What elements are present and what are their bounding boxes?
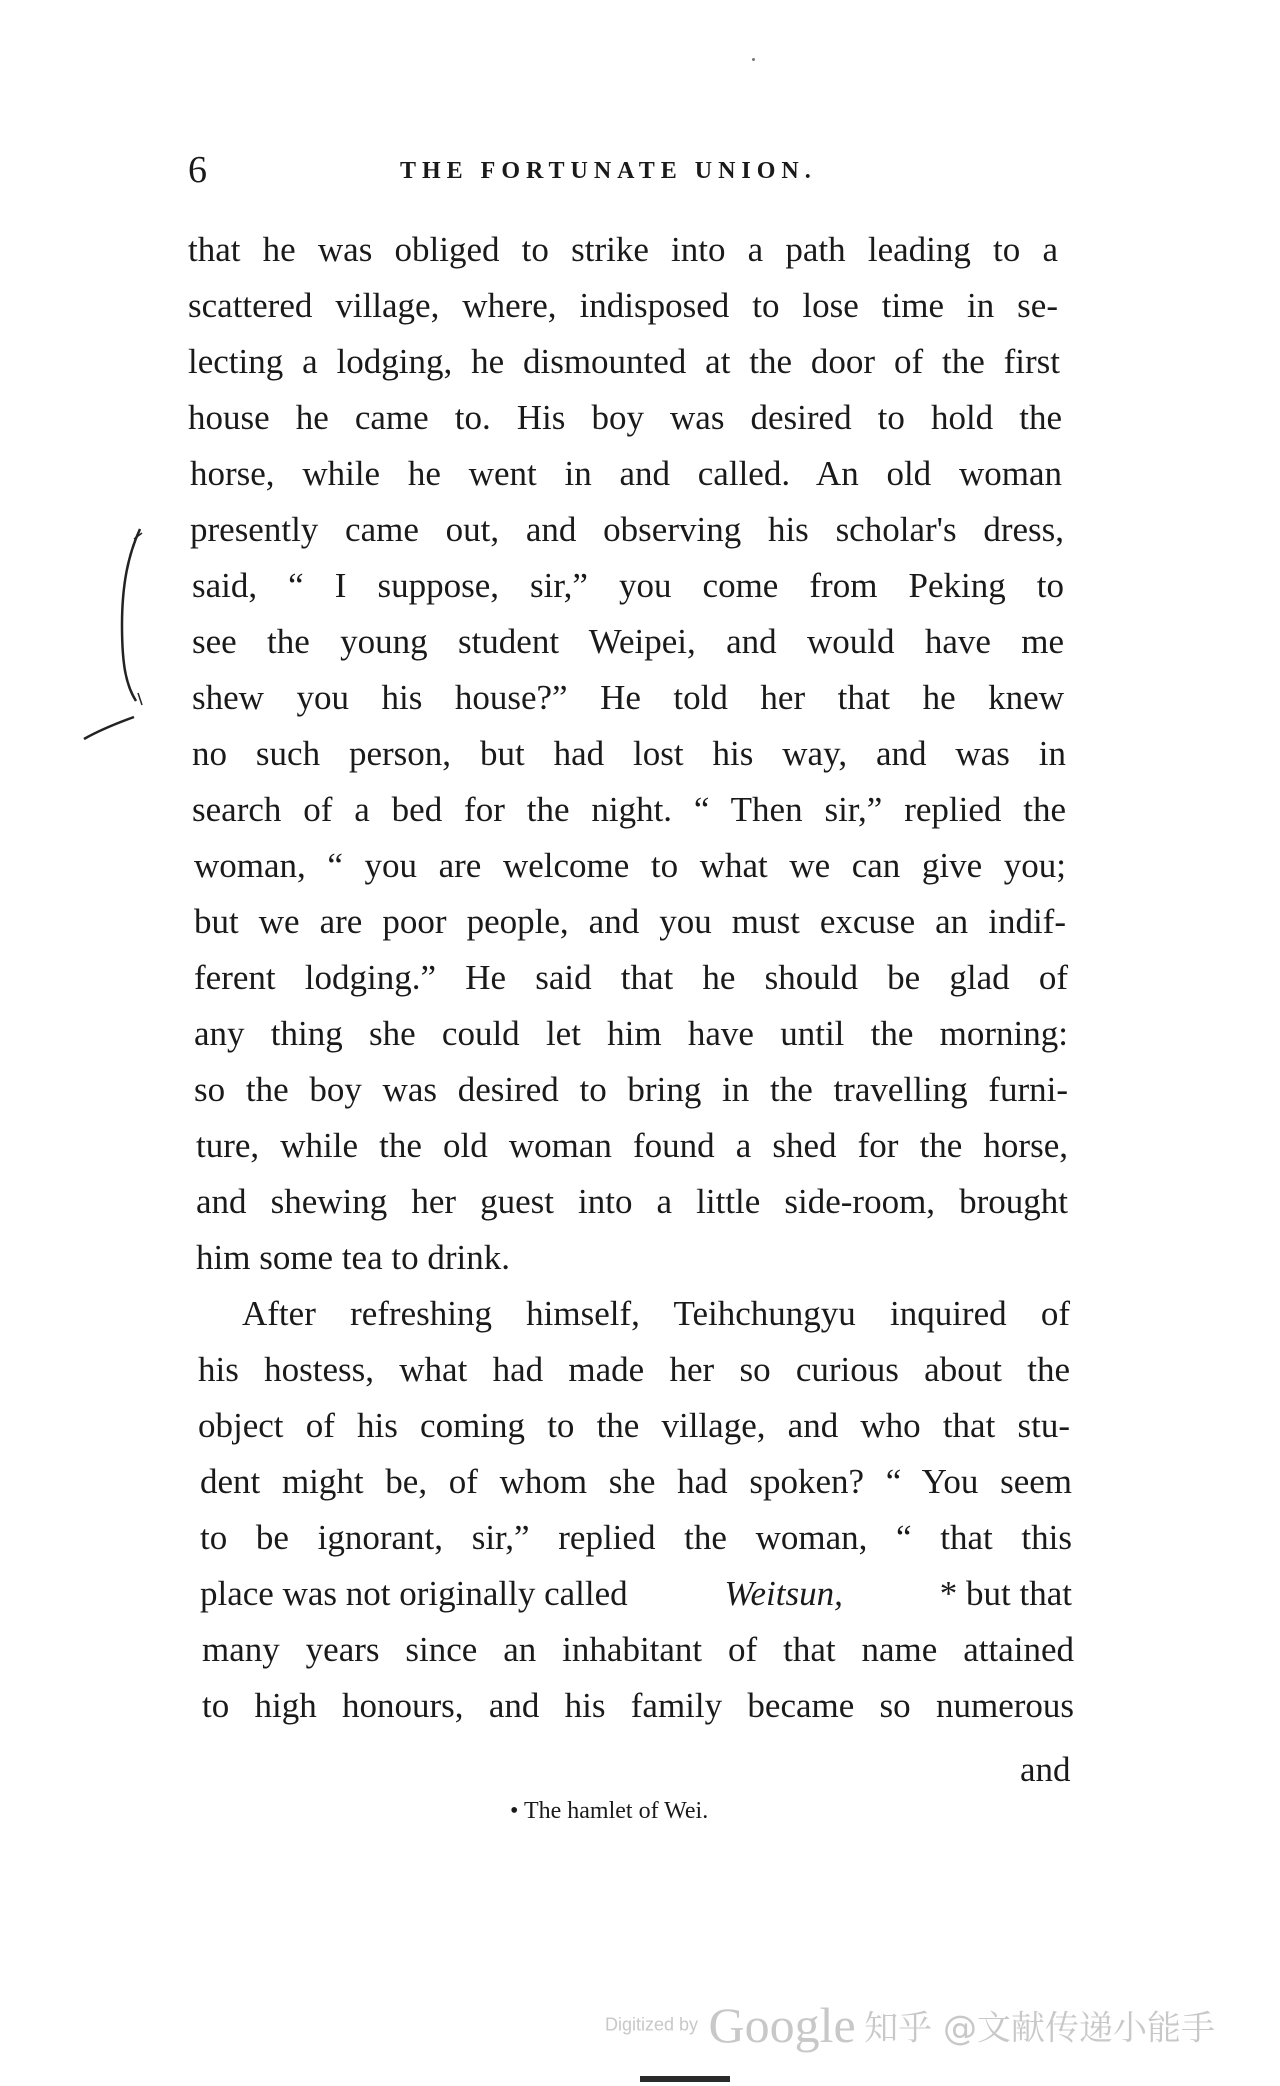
margin-bracket-mark (78, 525, 148, 745)
text-line: said, “ I suppose, sir,” you come from Peking to (192, 566, 1064, 605)
text-line: horse, while he went in and called. An old woman (190, 454, 1062, 493)
text-line: house he came to. His boy was desired to hold the (188, 398, 1062, 437)
page-number: 6 (188, 149, 207, 191)
text-line-end: * but that (939, 1574, 1072, 1613)
text-line: search of a bed for the night. “ Then sir,” replied the (192, 790, 1066, 829)
text-line: dent might be, of whom she had spoken? “ You seem (200, 1462, 1072, 1501)
digitized-by-label: Digitized by (605, 2014, 699, 2035)
text-line: After refreshing himself, Teihchungyu inquired of (242, 1294, 1070, 1333)
text-line: ture, while the old woman found a shed for the horse, (196, 1126, 1068, 1165)
footnote: • The hamlet of Wei. (510, 1798, 709, 1824)
text-line: to high honours, and his family became so numerous (202, 1686, 1074, 1725)
text-line: ferent lodging.” He said that he should be glad of (194, 958, 1068, 997)
text-line-start: place was not originally called (200, 1574, 628, 1613)
google-logo-text: Google (708, 1997, 856, 2053)
text-line: see the young student Weipei, and would have me (192, 622, 1064, 661)
text-line: any thing she could let him have until the morning: (194, 1014, 1068, 1053)
text-line: his hostess, what had made her so curious about the (198, 1350, 1070, 1389)
text-line: that he was obliged to strike into a path leading to a (188, 230, 1058, 269)
text-line: object of his coming to the village, and who that stu- (198, 1406, 1070, 1445)
text-line: many years since an inhabitant of that name attained (202, 1630, 1074, 1669)
text-line: scattered village, where, indisposed to lose time in se- (188, 286, 1058, 325)
catchword: and (1020, 1750, 1071, 1789)
text-line: so the boy was desired to bring in the travelling furni- (194, 1070, 1068, 1109)
scan-speck (752, 58, 755, 61)
zhihu-credit: 知乎 @文献传递小能手 (864, 2008, 1215, 2049)
text-line: woman, “ you are welcome to what we can give you; (194, 846, 1066, 885)
scan-edge-bar (640, 2076, 730, 2082)
text-line: presently came out, and observing his scholar's dress, (190, 510, 1064, 549)
text-line: shew you his house?” He told her that he knew (192, 678, 1064, 717)
text-line (200, 1576, 1072, 1611)
text-line: lecting a lodging, he dismounted at the door of the first (188, 342, 1060, 381)
text-line: him some tea to drink. (196, 1238, 510, 1277)
italic-placename: Weitsun, (724, 1574, 843, 1613)
text-line: but we are poor people, and you must excuse an indif- (194, 902, 1066, 941)
text-line: and shewing her guest into a little side-room, brought (196, 1182, 1068, 1221)
running-head: THE FORTUNATE UNION. (400, 158, 817, 184)
watermark (605, 1996, 1215, 2054)
text-line: no such person, but had lost his way, and was in (192, 734, 1066, 773)
text-line: to be ignorant, sir,” replied the woman, “ that this (200, 1518, 1072, 1557)
